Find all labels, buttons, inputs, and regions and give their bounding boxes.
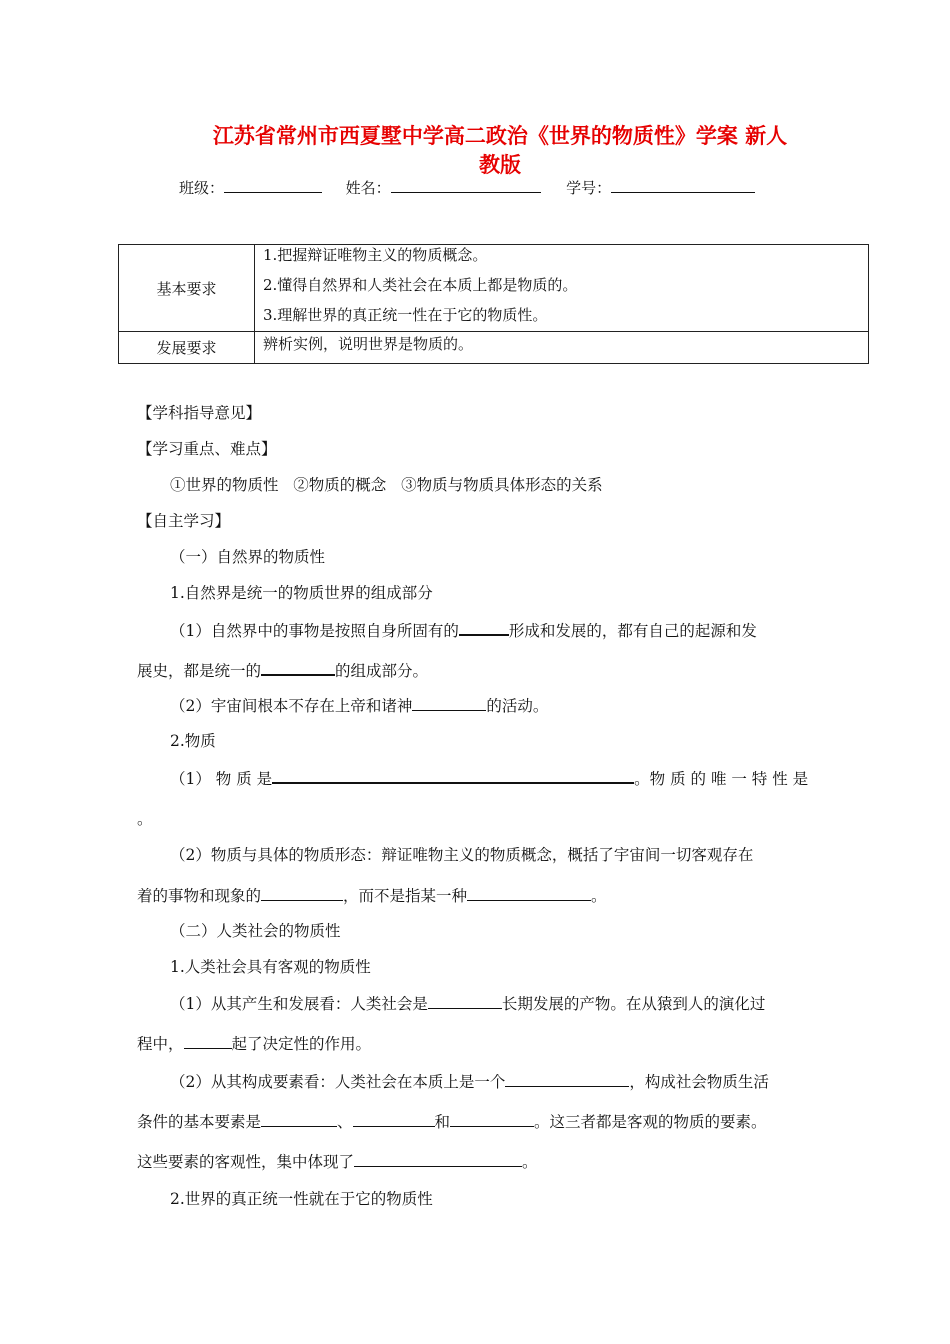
fill-blank [272,766,634,784]
part1-heading: （一）自然界的物质性 [170,548,326,566]
item2-heading: 2.物质 [170,732,216,750]
item3-2-text-g: 这些要素的客观性，集中体现了 [137,1153,355,1171]
basic-item-2: 2.懂得自然界和人类社会在本质上都是物质的。 [263,276,578,294]
name-label: 姓名： [345,179,391,197]
fill-blank [505,1070,629,1087]
item2-2-text-d: 。 [591,887,607,905]
id-label: 学号： [566,179,612,197]
item1-2-line [170,694,548,717]
item2-2-line2 [137,884,607,907]
item3-2-text-c: 条件的基本要素是 [137,1113,262,1131]
item2-1-text-a: （1） 物 质 是 [170,770,273,788]
item2-2-line1: （2）物质与具体的物质形态：辩证唯物主义的物质概念，概括了宇宙间一切客观存在 [170,846,754,864]
title-line-1: 江苏省常州市西夏墅中学高二政治《世界的物质性》学案 新人 [212,124,788,148]
part2-heading: （二）人类社会的物质性 [170,922,341,940]
fill-blank [261,1110,337,1127]
basic-item-1: 1.把握辩证唯物主义的物质概念。 [263,246,488,264]
item2-1-line1 [170,766,808,790]
item3-2-text-f: 。这三者都是客观的物质的要素。 [534,1113,767,1131]
item3-2-line1 [170,1070,769,1093]
item3-2-text-d: 、 [337,1113,353,1131]
item3-1-text-d: 起了决定性的作用。 [231,1035,372,1053]
fill-blank [353,1110,435,1127]
basic-requirements-list [255,245,869,332]
item3-2-text-b: ，构成社会物质生活 [629,1073,769,1091]
basic-requirements-row [119,245,869,332]
item2-1-line2: 。 [137,810,153,828]
name-blank [391,178,541,193]
item3-2-text-e: 和 [434,1113,451,1131]
fill-blank [450,1110,534,1127]
development-requirements-row [119,332,869,364]
student-info-row [179,178,755,198]
item1-2-text-a: （2）宇宙间根本不存在上帝和诸神 [170,697,413,715]
guidance-heading: 【学科指导意见】 [137,404,262,422]
item2-1-text-b: 。物 质 的 唯 一 特 性 是 [634,770,809,788]
fill-blank [354,1150,522,1167]
key-points-heading: 【学习重点、难点】 [137,440,277,458]
item4-heading: 2.世界的真正统一性就在于它的物质性 [170,1190,433,1208]
item1-2-text-b: 的活动。 [486,697,549,715]
fill-blank [261,658,335,676]
item3-heading: 1.人类社会具有客观的物质性 [170,958,371,976]
item3-1-text-c: 程中， [137,1035,184,1053]
class-blank [224,178,322,193]
fill-blank [428,992,502,1009]
item1-1-text-d: 的组成部分。 [335,662,429,680]
document-title [180,122,820,180]
fill-blank [467,884,591,901]
class-label: 班级： [179,179,225,197]
item3-1-line1 [170,992,765,1015]
fill-blank [459,618,509,636]
fill-blank [184,1032,232,1049]
fill-blank [412,694,486,711]
item3-1-line2 [137,1032,371,1055]
basic-requirements-label: 基本要求 [119,245,255,332]
fill-blank [261,884,343,901]
item1-1-text-b: 形成和发展的，都有自己的起源和发 [508,622,757,640]
key-points-list: ①世界的物质性 ②物质的概念 ③物质与物质具体形态的关系 [170,476,603,494]
item3-2-line3 [137,1150,538,1173]
item3-1-text-b: 长期发展的产物。在从猿到人的演化过 [501,995,766,1013]
item3-2-text-h: 。 [522,1153,538,1171]
item3-2-line2 [137,1110,767,1133]
title-line-2: 教版 [479,153,521,177]
item1-heading: 1.自然界是统一的物质世界的组成部分 [170,584,433,602]
self-study-heading: 【自主学习】 [137,512,231,530]
item1-1-text-a: （1）自然界中的事物是按照自身所固有的 [170,622,459,640]
id-blank [611,178,755,193]
item3-1-text-a: （1）从其产生和发展看：人类社会是 [170,995,428,1013]
development-requirements-label: 发展要求 [119,332,255,364]
requirements-table [118,244,869,364]
item2-2-text-c: ，而不是指某一种 [343,887,468,905]
item1-1-line1 [170,618,757,642]
development-requirements-text: 辨析实例，说明世界是物质的。 [255,332,869,364]
item2-2-text-b: 着的事物和现象的 [137,887,262,905]
basic-item-3: 3.理解世界的真正统一性在于它的物质性。 [263,306,548,324]
item3-2-text-a: （2）从其构成要素看：人类社会在本质上是一个 [170,1073,506,1091]
item1-1-line2 [137,658,428,682]
item1-1-text-c: 展史，都是统一的 [137,662,262,680]
